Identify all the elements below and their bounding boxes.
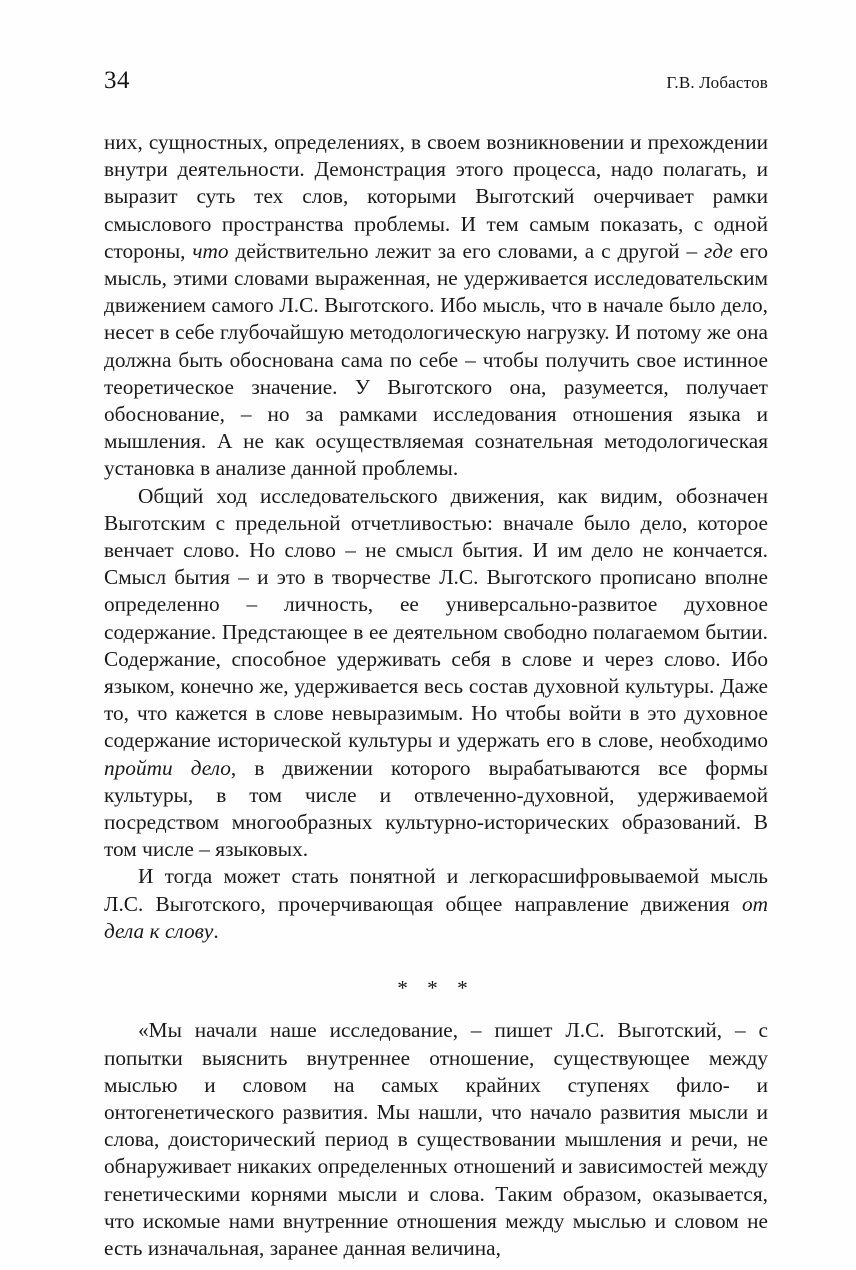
page-content (104, 68, 768, 1262)
paragraph-1-italic-1: что (192, 238, 229, 263)
paragraph-2 (104, 483, 768, 864)
section-divider: * * * (397, 976, 475, 1001)
paragraph-1-italic-2: где (704, 238, 733, 263)
paragraph-2-italic-1: пройти дело (104, 755, 231, 780)
paragraph-2-segment-1: Общий ход исследовательского движения, как видим, обозначен Выготским с предельной отчетливостью: вначале было дело, которое венчает слово. Но слово – не смысл бытия. И им дело не кончается. Смысл бытия – и это в творчестве Л.С. Выготского прописано вполне определенно – личность, ее универсально-развитое духовное содержание. Предстающее в ее деятельном свободно полагаемом бытии. Содержание, способное удерживать себя в слове и через слово. Ибо языком, конечно же, удерживается весь состав духовной культуры. Даже то, что кажется в слове невыразимым. Но чтобы войти в это духовное содержание исторической культуры и удержать его в слове, необходимо (104, 483, 768, 753)
paragraph-3-italic-1: от дела к слову (104, 891, 768, 943)
paragraph-1-segment-2: действительно лежит за его словами, а с другой – (228, 238, 705, 263)
paragraph-1-segment-3: его мысль, этими словами выраженная, не удерживается исследовательским движением самого Л.С. Выготского. Ибо мысль, что в начале было дело, несет в себе глубочайшую методологическую нагрузку. И потому же она должна быть обоснована сама по себе – чтобы получить свое истинное теоретическое значение. У Выготского она, разумеется, получает обоснование, – но за рамками исследования отношения языка и мышления. А не как осуществляемая сознательная методологическая установка в анализе данной проблемы. (104, 238, 769, 481)
running-head-author: Г.В. Лобастов (666, 73, 768, 92)
paragraph-2-segment-2: , в движении которого вырабатываются все формы культуры, в том числе и отвлеченно-духовной, удерживаемой посредством многообразных культурно-исторических образований. В том числе – языковых. (104, 755, 768, 862)
page-number: 34 (104, 67, 130, 94)
paragraph-1 (104, 129, 768, 483)
paragraph-3 (104, 863, 768, 945)
body-text (104, 129, 768, 1262)
paragraph-4 (104, 1017, 768, 1262)
paragraph-4-segment-1: «Мы начали наше исследование, – пишет Л.С. Выготский, – с попытки выяснить внутреннее отношение, существующее между мыслью и словом на самых крайних ступенях фило- и онтогенетического развития. Мы нашли, что начало развития мысли и слова, доисторический период в существовании мышления и речи, не обнаруживает никаких определенных отношений и зависимостей между генетическими корнями мысли и слова. Таким образом, оказывается, что искомые нами внутренние отношения между мыслью и словом не есть изначальная, заранее данная величина, (104, 1018, 768, 1260)
paragraph-3-segment-1: И тогда может стать понятной и легкорасшифровываемой мысль Л.С. Выготского, прочерчивающая общее направление движения (104, 864, 768, 916)
running-head (104, 68, 768, 102)
paragraph-3-segment-2: . (213, 918, 219, 943)
paragraph-1-segment-1: них, сущностных, определениях, в своем возникновении и прехождении внутри деятельности. Демонстрация этого процесса, надо полагать, и выразит суть тех слов, которыми Выготский очерчивает рамки смыслового пространства проблемы. И тем самым показать, с одной стороны, (104, 130, 768, 263)
